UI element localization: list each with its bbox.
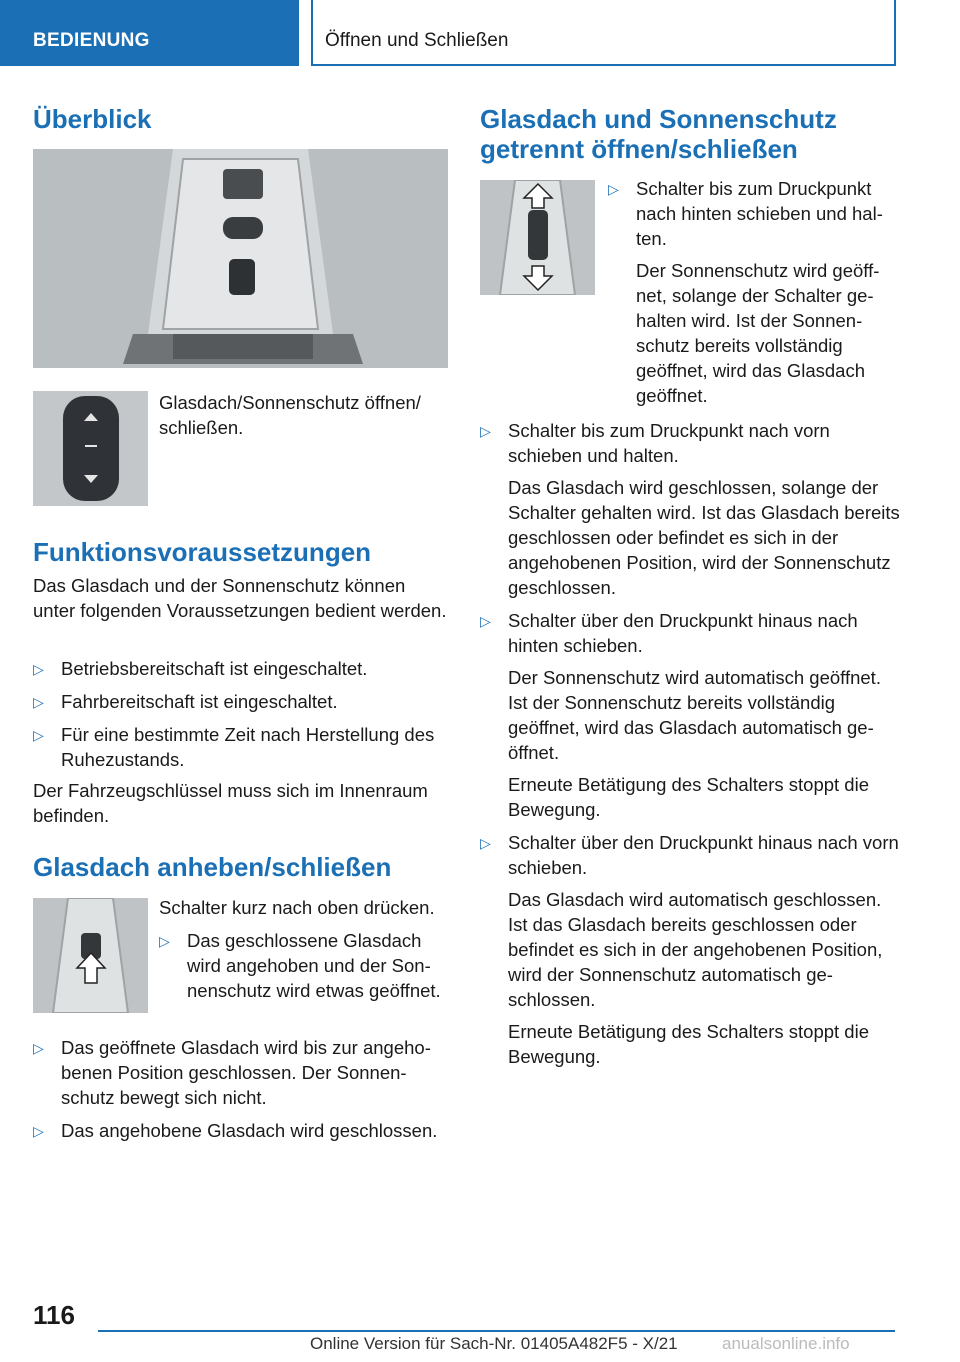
watermark-text: anualsonline.info — [722, 1334, 850, 1353]
bullet-triangle-icon: ▷ — [33, 661, 44, 677]
list-item: ▷ Das angehobene Glasdach wird geschlossen. — [33, 1118, 448, 1143]
footer-rule — [98, 1330, 895, 1332]
roof-console-illustration — [33, 149, 448, 368]
list-item: ▷ Schalter über den Druckpunkt hinaus nach vorn schieben. Das Glasdach wird automatisch geschlossen. Ist das Glasdach bereits geschlossen oder befindet es sich in der angehobenen Position, wird der Sonnenschutz automatisch geschlossen. Erneute Betätigung des Schalters stoppt die Bewegung. — [480, 832, 899, 1067]
item-detail: Erneute Betätigung des Schalters stoppt die Bewegung. — [508, 1021, 869, 1067]
lift-heading: Glasdach anheben/schließen — [33, 852, 392, 882]
bullet-triangle-icon: ▷ — [608, 181, 619, 197]
key-note: Der Fahrzeugschlüssel muss sich im Innenraum befinden. — [33, 780, 428, 826]
chapter-label: Öffnen und Schließen — [325, 30, 509, 51]
list-item: ▷ Fahrbereitschaft ist eingeschaltet. — [33, 689, 448, 714]
lift-list-inset — [159, 928, 449, 1003]
bullet-triangle-icon: ▷ — [159, 933, 170, 949]
bullet-triangle-icon: ▷ — [33, 1040, 44, 1056]
roof-switch-illustration — [33, 391, 148, 506]
separate-list-inset — [608, 176, 900, 408]
lift-switch-illustration — [33, 898, 148, 1013]
page-number: 116 — [33, 1300, 75, 1330]
separate-switch-photo — [480, 180, 595, 295]
separate-heading: Glasdach und Sonnenschutz getrennt öffnen/schließen — [480, 104, 837, 164]
separate-switch-illustration — [480, 180, 595, 295]
section-label: BEDIENUNG — [33, 30, 150, 51]
lift-intro: Schalter kurz nach oben drücken. — [159, 897, 435, 918]
item-detail: Das Glasdach wird automatisch geschlossen. Ist das Glasdach bereits geschlossen oder befindet es sich in der angehobenen Position, wird der Sonnenschutz automatisch geschlossen. — [508, 889, 883, 1010]
list-item: ▷ Das geöffnete Glasdach wird bis zur angehobenen Position geschlossen. Der Sonnenschutz bewegt sich nicht. — [33, 1037, 431, 1108]
item-detail: Erneute Betätigung des Schalters stoppt die Bewegung. — [508, 774, 869, 820]
list-item: ▷ Betriebsbereitschaft ist eingeschaltet. — [33, 656, 448, 681]
bullet-triangle-icon: ▷ — [33, 727, 44, 743]
prerequisites-heading: Funktionsvoraussetzungen — [33, 537, 372, 567]
switch-caption: Glasdach/Sonnenschutz öffnen/ schließen. — [159, 392, 421, 438]
roof-switch-photo — [33, 391, 148, 506]
list-item: ▷ Schalter bis zum Druckpunkt nach hinten schieben und halten. Der Sonnenschutz wird geöffnet, solange der Schalter gehalten wird. Ist der Sonnenschutz bereits vollständig geöffnet, wird das Glasdach geöffnet. — [608, 176, 900, 408]
bullet-triangle-icon: ▷ — [480, 613, 491, 629]
section-tab — [0, 0, 299, 66]
list-item: ▷ Schalter über den Druckpunkt hinaus nach hinten schieben. Der Sonnenschutz wird automatisch geöffnet. Ist der Sonnenschutz bereits vollständig geöffnet, wird das Glasdach automatisch geöffnet. Erneute Betätigung des Schalters stoppt die Bewegung. — [480, 608, 900, 822]
bullet-triangle-icon: ▷ — [33, 1123, 44, 1139]
list-item: ▷ Für eine bestimmte Zeit nach Herstellung des Ruhezustands. — [33, 724, 435, 770]
list-item: ▷ Schalter bis zum Druckpunkt nach vorn schieben und halten. Das Glasdach wird geschlossen, solange der Schalter gehalten wird. Ist das Glasdach bereits geschlossen oder befindet es sich in der angehobenen Position, wird der Sonnenschutz geschlossen. — [480, 420, 900, 598]
item-detail: Der Sonnenschutz wird geöffnet, solange der Schalter gehalten wird. Ist der Sonnenschutz bereits vollständig geöffnet, wird das Glasdach geöffnet. — [636, 260, 880, 406]
prerequisites-intro: Das Glasdach und der Sonnenschutz können unter folgenden Voraussetzungen bedient werden. — [33, 575, 447, 621]
separate-list — [480, 418, 900, 1069]
bullet-triangle-icon: ▷ — [480, 835, 491, 851]
list-item: ▷ Das geschlossene Glasdach wird angehoben und der Sonnenschutz wird etwas geöffnet. — [159, 930, 441, 1001]
online-version-text: Online Version für Sach-Nr. 01405A482F5 - X/21 — [310, 1334, 678, 1353]
lift-list — [33, 1035, 448, 1143]
item-detail: Der Sonnenschutz wird automatisch geöffnet. Ist der Sonnenschutz bereits vollständig geöffnet, wird das Glasdach automatisch geöffnet. — [508, 667, 881, 763]
bullet-triangle-icon: ▷ — [33, 694, 44, 710]
page-header — [0, 0, 960, 66]
item-detail: Das Glasdach wird geschlossen, solange der Schalter gehalten wird. Ist das Glasdach bereits geschlossen oder befindet es sich in der angehobenen Position, wird der Sonnenschutz geschlossen. — [508, 477, 900, 598]
chapter-tab — [311, 0, 896, 66]
prerequisites-list — [33, 656, 448, 772]
overview-heading: Überblick — [33, 104, 152, 134]
lift-switch-photo — [33, 898, 148, 1013]
bullet-triangle-icon: ▷ — [480, 423, 491, 439]
roof-console-photo — [33, 149, 448, 368]
